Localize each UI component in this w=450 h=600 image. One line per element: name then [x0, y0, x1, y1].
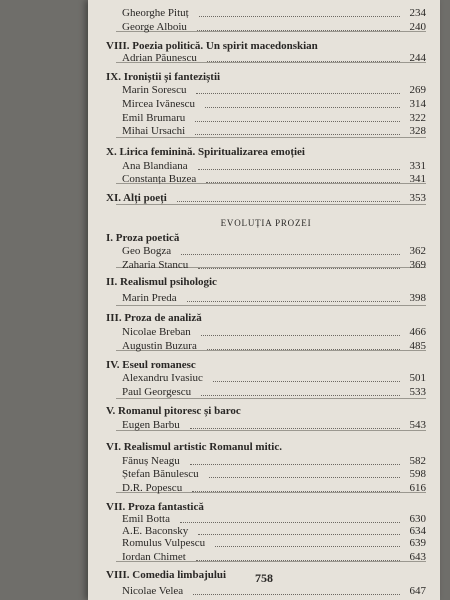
section-title: XI. Alți poeți [106, 192, 167, 205]
dot-leader [209, 466, 400, 478]
toc-entry [106, 123, 426, 139]
page-ref: 582 [409, 454, 426, 467]
author-name: Mircea Ivănescu [122, 98, 195, 110]
page-ref: 314 [409, 98, 426, 110]
page-ref: 466 [409, 325, 426, 338]
dot-leader [177, 190, 400, 202]
page-ref: 501 [409, 372, 426, 385]
author-name: Fănuș Neagu [122, 454, 180, 467]
dot-leader [190, 417, 400, 429]
dot-leader [196, 82, 400, 94]
dot-leader [195, 123, 400, 135]
toc-entry [106, 19, 426, 35]
dot-leader [206, 171, 400, 183]
page-ref: 362 [409, 245, 426, 258]
dot-leader [215, 535, 400, 547]
author-name: Alexandru Ivasiuc [122, 372, 203, 385]
section-title: IV. Eseul romanesc [106, 358, 196, 371]
page-ref: 533 [409, 385, 426, 398]
page-ref: 240 [409, 20, 426, 33]
toc-entry [106, 290, 426, 306]
author-name: Iordan Chimet [122, 550, 186, 563]
page-ref: 598 [409, 468, 426, 481]
toc-entry [106, 417, 426, 433]
page-ref: 485 [409, 339, 426, 352]
author-name: A.E. Baconsky [122, 524, 189, 537]
dot-leader [207, 50, 400, 62]
page-ref: 369 [409, 259, 426, 272]
dot-leader [195, 110, 400, 122]
author-name: D.R. Popescu [122, 481, 183, 494]
dot-leader [197, 19, 400, 31]
toc-section [106, 274, 426, 290]
author-name: Gheorghe Pituț [122, 7, 189, 20]
author-name: George Alboiu [122, 20, 187, 33]
book-page [88, 0, 440, 600]
toc-entry [106, 384, 426, 400]
page-ref: 269 [409, 84, 426, 97]
dot-leader [198, 523, 400, 535]
dot-leader [180, 511, 400, 523]
section-title: VII. Proza fantastică [106, 500, 204, 513]
author-name: Zaharia Stancu [122, 259, 189, 272]
page-ref: 244 [409, 51, 426, 64]
page-ref: 341 [409, 173, 426, 186]
author-name: Geo Bogza [122, 245, 172, 258]
dot-leader [192, 480, 400, 492]
page-ref: 398 [409, 291, 426, 304]
author-name: Nicolae Breban [122, 325, 191, 338]
toc-entry [106, 549, 426, 565]
author-name: Nicolae Velea [122, 584, 184, 597]
author-name: Adrian Păunescu [122, 51, 197, 64]
page-ref: 543 [409, 418, 426, 431]
section-title: V. Romanul pitoresc și baroc [106, 404, 241, 417]
page-ref: 630 [409, 512, 426, 525]
toc-entry [106, 50, 426, 66]
dot-leader [187, 290, 400, 302]
page-ref: 643 [409, 550, 426, 563]
section-title: II. Realismul psihologic [106, 276, 217, 289]
page-ref: 616 [409, 481, 426, 494]
page-ref: 639 [409, 536, 426, 549]
section-title: VIII. Comedia limbajului [106, 569, 227, 582]
author-name: Marin Sorescu [122, 84, 187, 97]
page-ref: 353 [409, 192, 426, 205]
page-number: 758 [255, 571, 273, 585]
toc-entry [106, 257, 426, 273]
part-heading: EVOLUȚIA PROZEI [220, 218, 312, 228]
section-title: VI. Realismul artistic Romanul mitic. [106, 440, 282, 453]
section-title: IX. Ironiștii și fanteziștii [106, 70, 221, 83]
section-title: VIII. Poezia politică. Un spirit macedonskian [106, 39, 318, 52]
toc-section [106, 190, 426, 206]
author-name: Eugen Barbu [122, 418, 180, 431]
dot-leader [213, 370, 400, 382]
page-ref: 634 [409, 524, 426, 537]
toc-entry [106, 480, 426, 496]
author-name: Romulus Vulpescu [122, 536, 206, 549]
author-name: Emil Botta [122, 512, 170, 525]
author-name: Marin Preda [122, 291, 177, 304]
dot-leader [205, 96, 400, 108]
author-name: Constanța Buzea [122, 173, 197, 186]
dot-leader [201, 324, 400, 336]
page-ref: 322 [409, 111, 426, 124]
section-title: I. Proza poetică [106, 231, 180, 244]
author-name: Augustin Buzura [122, 339, 197, 352]
author-name: Ștefan Bănulescu [122, 468, 199, 481]
dot-leader [198, 257, 400, 269]
toc-entry [106, 171, 426, 187]
author-name: Emil Brumaru [122, 111, 186, 124]
dot-leader [199, 5, 400, 17]
author-name: Paul Georgescu [122, 385, 192, 398]
toc-entry [106, 338, 426, 354]
section-title: X. Lirica feminină. Spiritualizarea emoției [106, 146, 305, 158]
author-name: Ana Blandiana [122, 159, 188, 172]
dot-leader [201, 384, 400, 396]
page-ref: 647 [409, 584, 426, 597]
author-name: Mihai Ursachi [122, 125, 186, 138]
dot-leader [198, 158, 400, 170]
dot-leader [196, 549, 400, 561]
dot-leader [190, 453, 400, 465]
section-title: III. Proza de analiză [106, 312, 202, 325]
page-ref: 331 [409, 159, 426, 172]
dot-leader [181, 243, 400, 255]
dot-leader [207, 338, 400, 350]
page-ref: 328 [409, 125, 426, 138]
page-ref: 234 [409, 7, 426, 20]
